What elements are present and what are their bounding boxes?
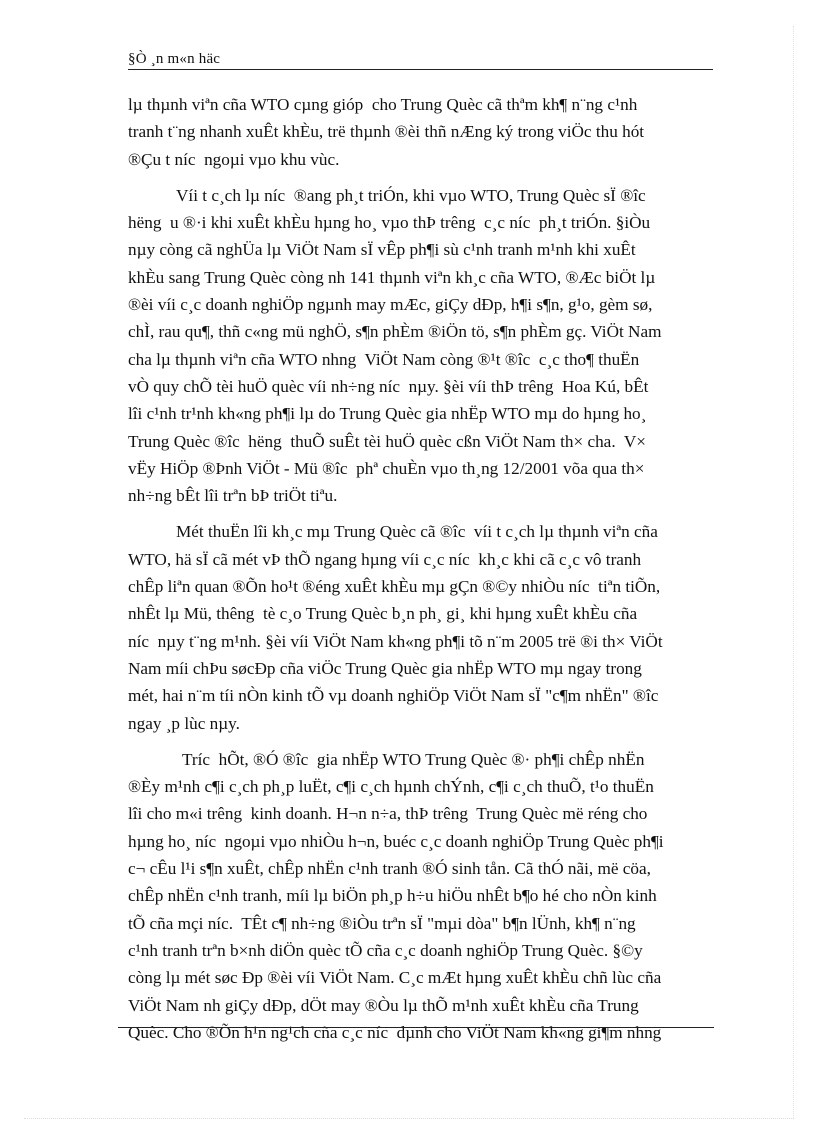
text-line: tranh t¨ng nhanh xuÊt khÈu, trë thµnh ®èi thñ nÆng ký trong viÖc thu hót [128, 122, 645, 142]
text-line: ngay ¸p lùc nµy. [128, 713, 240, 733]
text-line: Mét thuËn lîi kh¸c mµ Trung Quèc cã ®îc víi t c¸ch lµ thµnh viªn cña [176, 522, 658, 542]
text-line: c¬ cÊu l¹i s¶n xuÊt, chÊp nhËn c¹nh tranh ®Ó sinh tån. Cã thÓ nãi, më cöa, [128, 859, 651, 879]
text-line: còng lµ mét søc Ðp ®èi víi ViÖt Nam. C¸c mÆt hµng xuÊt khÈu chñ lùc cña [128, 968, 662, 988]
text-line: hµng ho¸ níc ngoµi vµo nhiÒu h¬n, buéc c¸c doanh nghiÖp Trung Quèc ph¶i [128, 831, 664, 851]
text-line: Nam míi chÞu søcÐp cña viÖc Trung Quèc gia nhËp WTO mµ ngay trong [128, 658, 642, 678]
text-line: Quèc. Cho ®Õn h¹n ng¹ch cña c¸c níc dµnh cho ViÖt Nam kh«ng gi¶m nhng [128, 1022, 662, 1042]
text-line: ®Èy m¹nh c¶i c¸ch ph¸p luËt, c¶i c¸ch hµnh chÝnh, c¶i c¸ch thuÕ, t¹o thuËn [128, 777, 654, 797]
text-line: vËy HiÖp ®Þnh ViÖt - Mü ®îc phª chuÈn vµo th¸ng 12/2001 võa qua th× [128, 458, 645, 478]
text-line: ViÖt Nam nh giÇy dÐp, dÖt may ®Òu lµ thÕ m¹nh xuÊt khÈu cña Trung [128, 995, 639, 1015]
header-divider [128, 69, 713, 70]
text-line: nh÷ng bÊt lîi trªn bÞ triÖt tiªu. [128, 486, 338, 506]
text-line: níc nµy t¨ng m¹nh. §èi víi ViÖt Nam kh«ng ph¶i tõ n¨m 2005 trë ®i th× ViÖt [128, 631, 663, 651]
text-line: tÕ cña mçi níc. TÊt c¶ nh÷ng ®iÒu trªn sÏ "mµi dòa" b¶n lÜnh, kh¶ n¨ng [128, 913, 636, 933]
text-line: Trung Quèc ®îc hëng thuÕ suÊt tèi huÖ quèc cßn ViÖt Nam th× cha. V× [128, 431, 646, 451]
text-line: c¹nh tranh trªn b×nh diÖn quèc tÕ cña c¸c doanh nghiÖp Trung Quèc. §©y [128, 940, 643, 960]
footer-divider [118, 1027, 714, 1028]
text-line: hëng u ®·i khi xuÊt khÈu hµng ho¸ vµo thÞ trêng c¸c níc ph¸t triÓn. §iÒu [128, 213, 651, 233]
text-line: vÒ quy chÕ tèi huÖ quèc víi nh÷ng níc nµy. §èi víi thÞ trêng Hoa Kú, bÊt [128, 376, 649, 396]
paragraph-2 [128, 182, 713, 510]
page-header-title: §Ò ¸n m«n häc [128, 51, 221, 67]
text-line: khÈu sang Trung Quèc còng nh 141 thµnh viªn kh¸c cña WTO, ®Æc biÖt lµ [128, 267, 656, 287]
text-line: lµ thµnh viªn cña WTO cµng gióp cho Trung Quèc cã thªm kh¶ n¨ng c¹nh [128, 95, 638, 114]
text-line: nµy còng cã nghÜa lµ ViÖt Nam sÏ vÊp ph¶i sù c¹nh tranh m¹nh khi xuÊt [128, 240, 636, 260]
text-line: Tríc hÕt, ®Ó ®îc gia nhËp WTO Trung Quèc ®· ph¶i chÊp nhËn [182, 749, 645, 769]
page-right-edge [793, 26, 794, 1118]
text-line: nhÊt lµ Mü, thêng tè c¸o Trung Quèc b¸n ph¸ gi¸ khi hµng xuÊt khÈu cña [128, 604, 638, 624]
text-line: chÊp liªn quan ®Õn ho¹t ®éng xuÊt khÈu mµ gÇn ®©y nhiÒu níc tiªn tiÕn, [128, 577, 661, 597]
text-line: ®èi víi c¸c doanh nghiÖp ngµnh may mÆc, giÇy dÐp, h¶i s¶n, g¹o, gèm sø, [128, 295, 653, 315]
paragraph-3 [128, 518, 713, 736]
paragraph-4 [128, 746, 713, 1046]
text-line: mét, hai n¨m tíi nÒn kinh tÕ vµ doanh nghiÖp ViÖt Nam sÏ "c¶m nhËn" ®îc [128, 686, 659, 706]
text-line: chÌ, rau qu¶, thñ c«ng mü nghÖ, s¶n phÈm ®iÖn tö, s¶n phÈm gç. ViÖt Nam [128, 322, 662, 342]
document-body [128, 91, 713, 1046]
page-bottom-edge [24, 1118, 794, 1119]
text-line: Víi t c¸ch lµ níc ®ang ph¸t triÓn, khi vµo WTO, Trung Quèc sÏ ®îc [176, 185, 646, 205]
text-line: cha lµ thµnh viªn cña WTO nhng ViÖt Nam còng ®¹t ®îc c¸c tho¶ thuËn [128, 349, 640, 369]
paragraph-1 [128, 91, 713, 173]
text-line: chÊp nhËn c¹nh tranh, míi lµ biÖn ph¸p h÷u hiÖu nhÊt b¶o hé cho nÒn kinh [128, 886, 657, 906]
text-line: lîi cho m«i trêng kinh doanh. H¬n n÷a, thÞ trêng Trung Quèc më réng cho [128, 804, 648, 824]
text-line: lîi c¹nh tr¹nh kh«ng ph¶i lµ do Trung Quèc gia nhËp WTO mµ do hµng ho¸ [128, 404, 647, 424]
text-line: WTO, hä sÏ cã mét vÞ thÕ ngang hµng víi c¸c níc kh¸c khi cã c¸c vô tranh [128, 549, 642, 569]
text-line: ®Çu t níc ngoµi vµo khu vùc. [128, 149, 340, 169]
